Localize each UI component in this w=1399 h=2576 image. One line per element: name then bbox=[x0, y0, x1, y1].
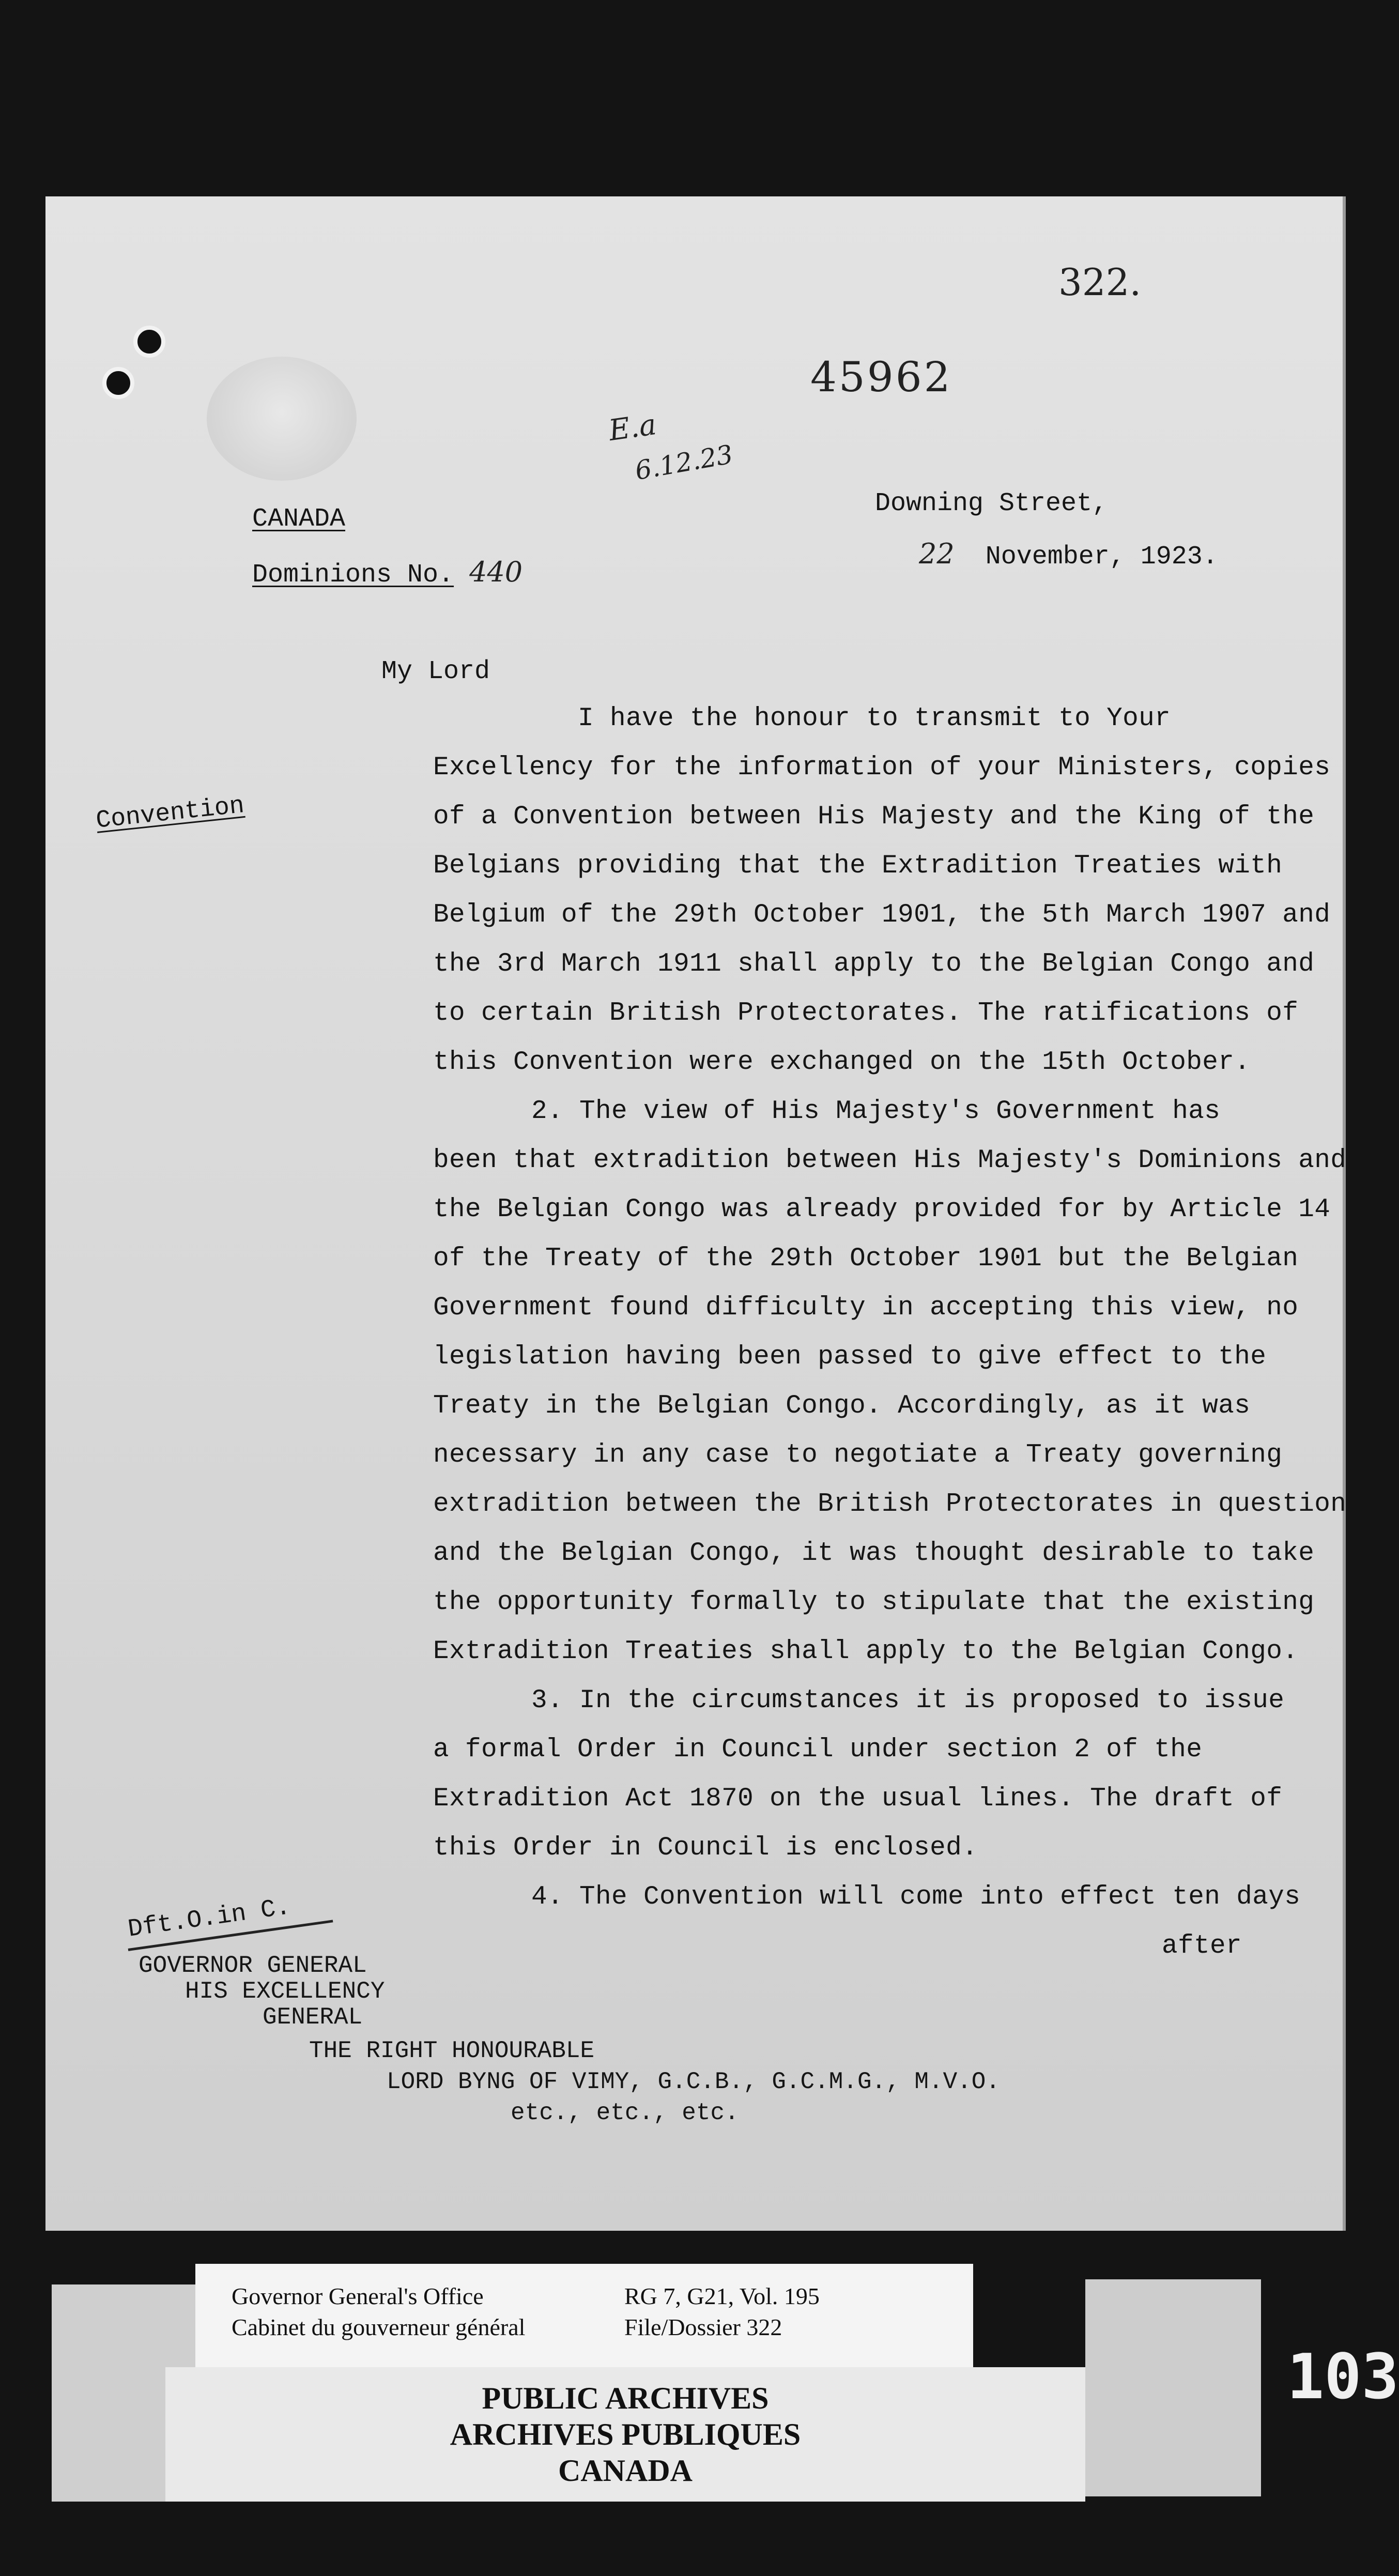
body-line: to certain British Protectorates. The ratifications of bbox=[433, 999, 1299, 1028]
date-day: 22 bbox=[919, 538, 955, 570]
dominions-label: Dominions No. bbox=[252, 560, 454, 590]
body-line: of a Convention between His Majesty and the King of the bbox=[433, 802, 1315, 832]
body-line: of the Treaty of the 29th October 1901 but the Belgian bbox=[433, 1244, 1299, 1274]
body-line: a formal Order in Council under section 2 of the bbox=[433, 1735, 1203, 1765]
file-number-annotation: 45962 bbox=[810, 353, 952, 401]
body-line: 3. In the circumstances it is proposed to issue bbox=[531, 1686, 1285, 1715]
date-rest: November, 1923. bbox=[985, 542, 1218, 572]
body-line: Excellency for the information of your Ministers, copies bbox=[433, 753, 1331, 783]
punch-hole-icon bbox=[133, 326, 165, 358]
body-line: I have the honour to transmit to Your bbox=[578, 704, 1171, 733]
dominions-number bbox=[252, 558, 522, 588]
archives-country: CANADA bbox=[558, 2454, 693, 2488]
margin-note-draft: Dft.O.in C. bbox=[126, 1893, 293, 1944]
body-line: Government found difficulty in accepting this view, no bbox=[433, 1293, 1299, 1323]
body-line: this Convention were exchanged on the 15th October. bbox=[433, 1048, 1251, 1077]
body-line: 4. The Convention will come into effect ten days bbox=[531, 1882, 1301, 1912]
body-line: legislation having been passed to give effect to the bbox=[433, 1342, 1267, 1372]
catchword: after bbox=[1162, 1931, 1242, 1961]
embossed-seal-icon bbox=[207, 357, 357, 481]
body-line: Treaty in the Belgian Congo. Accordingly, as it was bbox=[433, 1391, 1251, 1421]
salutation: My Lord bbox=[381, 657, 490, 686]
addressee-line: etc., etc., etc. bbox=[511, 2099, 739, 2126]
archive-reference: RG 7, G21, Vol. 195 bbox=[624, 2283, 820, 2309]
letter-page bbox=[45, 196, 1346, 2231]
country-heading: CANADA bbox=[252, 504, 346, 534]
addressee-line: THE RIGHT HONOURABLE bbox=[309, 2037, 595, 2064]
addressee-line: HIS EXCELLENCY bbox=[185, 1978, 385, 2005]
archives-english: PUBLIC ARCHIVES bbox=[482, 2381, 769, 2415]
archives-stamp bbox=[165, 2367, 1085, 2502]
body-line: the Belgian Congo was already provided for by Article 14 bbox=[433, 1195, 1331, 1224]
body-line: been that extradition between His Majesty's Dominions and bbox=[433, 1146, 1347, 1175]
body-line: Extradition Act 1870 on the usual lines. The draft of bbox=[433, 1784, 1283, 1814]
archive-label-card bbox=[195, 2264, 973, 2370]
body-line: this Order in Council is enclosed. bbox=[433, 1833, 978, 1863]
office-french: Cabinet du gouverneur général bbox=[232, 2314, 526, 2340]
archives-french: ARCHIVES PUBLIQUES bbox=[450, 2417, 801, 2451]
addressee-line: GOVERNOR GENERAL bbox=[139, 1952, 367, 1979]
addressee-line: LORD BYNG OF VIMY, G.C.B., G.C.M.G., M.V.O. bbox=[387, 2068, 1000, 2095]
initials-annotation: E.a bbox=[606, 407, 659, 448]
body-line: and the Belgian Congo, it was thought desirable to take bbox=[433, 1539, 1315, 1568]
body-line: Extradition Treaties shall apply to the Belgian Congo. bbox=[433, 1637, 1299, 1666]
address-line: Downing Street, bbox=[875, 489, 1108, 518]
margin-note-convention: Convention bbox=[95, 792, 246, 835]
body-line: the 3rd March 1911 shall apply to the Belgian Congo and bbox=[433, 949, 1315, 979]
film-strip-right bbox=[1085, 2279, 1261, 2496]
letter-date bbox=[919, 540, 1218, 570]
body-line: necessary in any case to negotiate a Treaty governing bbox=[433, 1440, 1283, 1470]
dominions-number-value: 440 bbox=[469, 556, 523, 588]
office-english: Governor General's Office bbox=[232, 2283, 484, 2309]
body-line: the opportunity formally to stipulate that the existing bbox=[433, 1588, 1315, 1617]
page-number-annotation: 322. bbox=[1058, 260, 1142, 304]
body-line: Belgians providing that the Extradition Treaties with bbox=[433, 851, 1283, 881]
punch-hole-icon bbox=[102, 367, 134, 399]
date-annotation: 6.12.23 bbox=[633, 439, 735, 486]
archive-file: File/Dossier 322 bbox=[624, 2314, 782, 2340]
body-line: extradition between the British Protectorates in question bbox=[433, 1490, 1347, 1519]
film-frame-number: 103 bbox=[1287, 2341, 1399, 2413]
body-line: Belgium of the 29th October 1901, the 5th March 1907 and bbox=[433, 900, 1331, 930]
addressee-line: GENERAL bbox=[263, 2004, 363, 2031]
body-line: 2. The view of His Majesty's Government has bbox=[531, 1097, 1221, 1126]
